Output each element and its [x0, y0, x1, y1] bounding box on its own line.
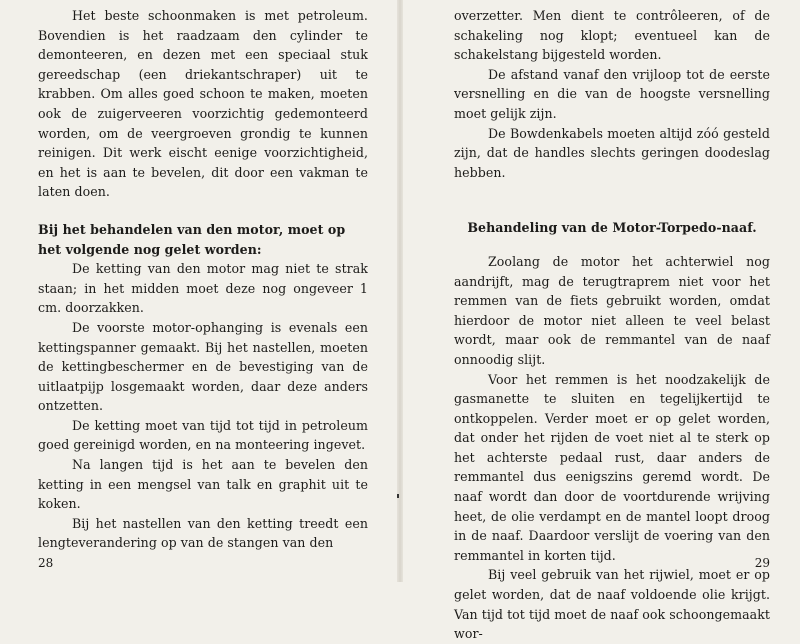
right-page-number: 29: [754, 556, 770, 570]
left-paragraph-2: De ketting van den motor mag niet te strak staan; in het midden moet deze nog ongeveer 1 cm. doorzakken.: [38, 261, 368, 316]
left-page-text: [38, 6, 368, 553]
right-paragraph-6: Bij veel gebruik van het rijwiel, moet er op gelet worden, dat de naaf voldoende olie krijgt. Van tijd tot tijd moet de naaf ook schoongemaakt wor-: [454, 567, 771, 642]
right-heading: Behandeling van de Motor-Torpedo-naaf.: [467, 220, 757, 236]
left-page-number: 28: [38, 556, 54, 570]
left-paragraph-4: De ketting moet van tijd tot tijd in petroleum goed gereinigd worden, en na monteering ingevet.: [38, 417, 368, 453]
right-paragraph-2: De afstand vanaf den vrijloop tot de eerste versnelling en die van de hoogste versnelling moet gelijk zijn.: [454, 66, 770, 121]
left-subheading: Bij het behandelen van den motor, moet op het volgende nog gelet worden:: [38, 221, 346, 257]
right-paragraph-3: De Bowdenkabels moeten altijd zóó gesteld zijn, dat de handles slechts geringen doodeslag hebben.: [454, 125, 770, 180]
right-paragraph-1: overzetter. Men dient te contrôleeren, of de schakeling nog klopt; eventueel kan de schakelstang bijgesteld worden.: [454, 8, 770, 63]
left-paragraph-3: De voorste motor-ophanging is evenals een kettingspanner gemaakt. Bij het nastellen, moeten de kettingbeschermer en de bevestiging van de uitlaatpijp losgemaakt worden, daar deze anders ontzetten.: [38, 319, 368, 414]
paper-speck: [397, 494, 399, 498]
left-paragraph-1: Het beste schoonmaken is met petroleum. Bovendien is het raadzaam den cylinder te demonteeren, en dezen met een speciaal stuk gereedschap (een driekantschraper) uit te krabben. Om alles goed schoon te maken, moeten ook de zuigerveeren voorzichtig gedemonteerd worden, om de veergroeven grondig te kunnen reinigen. Dit werk eischt eenige voorzichtigheid, en het is aan te bevelen, dit door een vakman te laten doen.: [38, 8, 368, 200]
right-paragraph-4: Zoolang de motor het achterwiel nog aandrijft, mag de terugtraprem niet voor het remmen van de fiets gebruikt worden, omdat hierdoor de motor niet alleen te veel belast wordt, maar ook de remmantel van de naaf onnoodig slijt.: [454, 253, 770, 367]
left-paragraph-5: Na langen tijd is het aan te bevelen den ketting in een mengsel van talk en graphit uit te koken.: [38, 457, 368, 512]
left-page: [0, 0, 400, 582]
left-paragraph-6: Bij het nastellen van den ketting treedt een lengteverandering op van de stangen van den: [38, 515, 368, 551]
right-paragraph-5: Voor het remmen is het noodzakelijk de gasmanette te sluiten en tegelijkertijd te ontkoppelen. Verder moet er op gelet worden, dat onder het rijden de voet niet al te sterk op het achterste pedaal rust, daar anders de remmantel dus eenigszins geremd wordt. De naaf wordt dan door de voortdurende wrijving heet, de olie verdampt en de mantel loopt droog in de naaf. Daardoor verslijt de voering van den remmantel in korten tijd.: [454, 371, 770, 563]
right-page-text: [454, 6, 770, 644]
right-page: [400, 0, 800, 642]
